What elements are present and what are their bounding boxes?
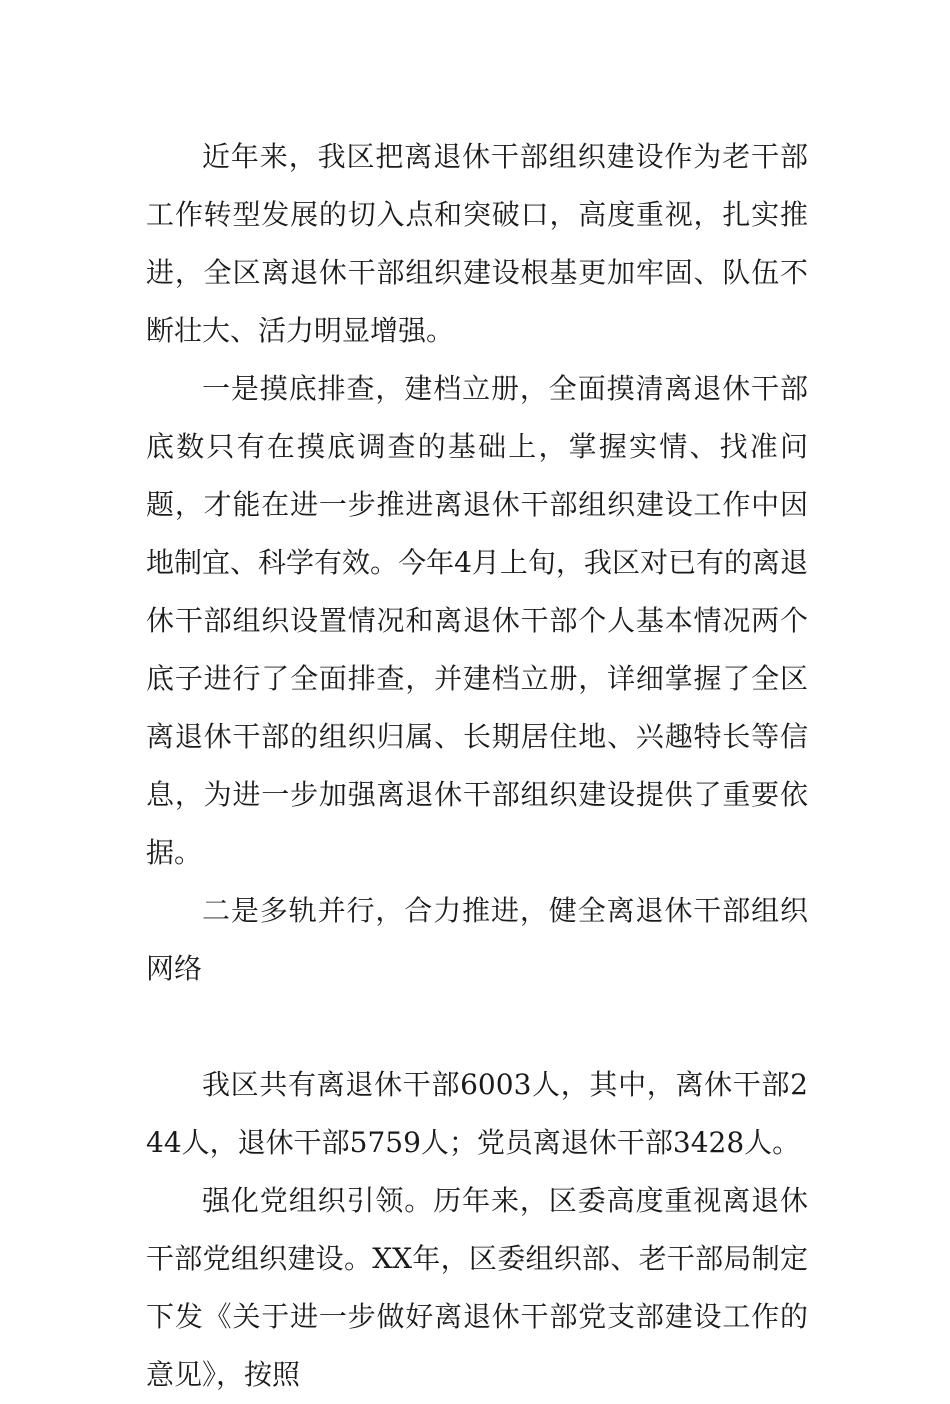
paragraph-section-two-heading: 二是多轨并行，合力推进，健全离退休干部组织网络 (146, 894, 808, 985)
document-body (146, 128, 808, 1404)
paragraph-intro: 近年来，我区把离退休干部组织建设作为老干部工作转型发展的切入点和突破口，高度重视，扎实推进，全区离退休干部组织建设根基更加牢固、队伍不断壮大、活力明显增强。 (146, 140, 808, 347)
paragraph-statistics: 我区共有离退休干部6003人，其中，离休干部244人，退休干部5759人；党员离退休干部3428人。 (146, 1068, 808, 1159)
paragraph-spacer (146, 998, 808, 1056)
paragraph-party-leadership: 强化党组织引领。历年来，区委高度重视离退休干部党组织建设。XX年，区委组织部、老干部局制定下发《关于进一步做好离退休干部党支部建设工作的意见》，按照 (146, 1184, 808, 1391)
paragraph-section-one: 一是摸底排查，建档立册，全面摸清离退休干部底数只有在摸底调查的基础上，掌握实情、找准问题，才能在进一步推进离退休干部组织建设工作中因地制宜、科学有效。今年4月上旬，我区对已有的离退休干部组织设置情况和离退休干部个人基本情况两个底子进行了全面排查，并建档立册，详细掌握了全区离退休干部的组织归属、长期居住地、兴趣特长等信息，为进一步加强离退休干部组织建设提供了重要依据。 (146, 372, 808, 869)
